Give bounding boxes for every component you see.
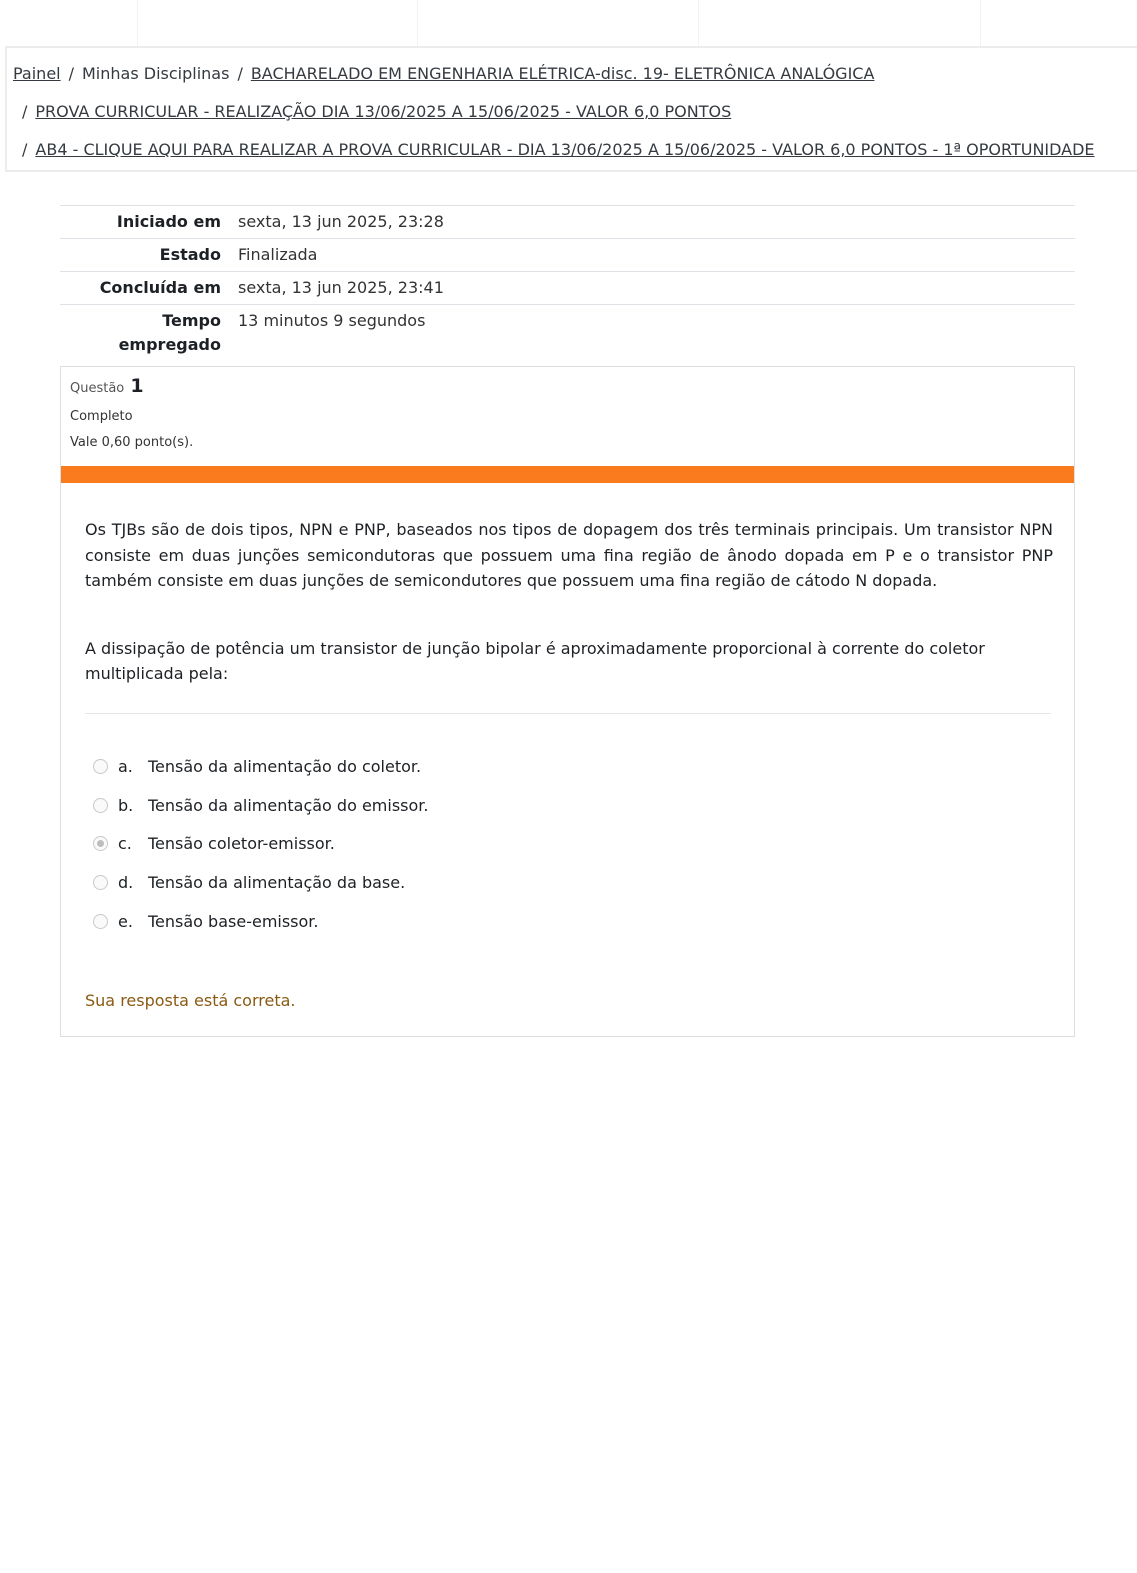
answer-text: Tensão da alimentação da base. (148, 872, 406, 892)
answer-letter: d. (118, 872, 134, 892)
summary-row-completed (60, 272, 1075, 305)
question-info (61, 367, 1074, 467)
attempt-summary-table (60, 205, 1075, 361)
question-grade: Vale 0,60 ponto(s). (70, 435, 194, 450)
breadcrumb-minhas-disciplinas: Minhas Disciplinas (82, 64, 230, 83)
question-number-value: 1 (130, 375, 144, 397)
radio-button[interactable] (93, 759, 108, 774)
breadcrumb-line-2 (22, 102, 731, 122)
answer-letter: c. (118, 834, 132, 854)
answer-letter: b. (118, 795, 134, 815)
breadcrumb-line-1 (13, 64, 874, 84)
radio-button[interactable] (93, 875, 108, 890)
summary-label-part: Tempo (162, 311, 221, 330)
strip-divider (417, 0, 418, 46)
breadcrumb-line-3 (22, 140, 1095, 160)
summary-row-state (60, 239, 1075, 272)
strip-divider (698, 0, 699, 46)
radio-button[interactable] (93, 836, 108, 851)
question-accent-bar (61, 466, 1074, 483)
feedback-text: Sua resposta está correta. (85, 991, 296, 1010)
answer-text: Tensão da alimentação do coletor. (148, 756, 422, 776)
summary-label (60, 305, 231, 362)
answer-text: Tensão base-emissor. (148, 911, 319, 931)
answer-list (93, 747, 993, 940)
question-divider (85, 713, 1051, 714)
breadcrumb-quiz-link[interactable]: AB4 - CLIQUE AQUI PARA REALIZAR A PROVA CURRICULAR - DIA 13/06/2025 A 15/06/2025 - VALOR 6,0 PONTOS - 1ª OPORTUNIDADE (35, 140, 1095, 159)
summary-label-part: empregado (118, 335, 221, 354)
answer-text: Tensão coletor-emissor. (148, 834, 335, 854)
breadcrumb-section-link[interactable]: PROVA CURRICULAR - REALIZAÇÃO DIA 13/06/2025 A 15/06/2025 - VALOR 6,0 PONTOS (35, 102, 732, 121)
summary-label: Estado (159, 245, 221, 264)
summary-label: Concluída em (99, 278, 221, 297)
answer-text: Tensão da alimentação do emissor. (148, 795, 429, 815)
summary-row-started (60, 206, 1075, 239)
strip-divider (980, 0, 981, 46)
summary-row-time (60, 305, 1075, 362)
summary-value: sexta, 13 jun 2025, 23:28 (238, 212, 444, 231)
answer-option[interactable] (93, 824, 993, 863)
breadcrumb-course-link[interactable]: BACHARELADO EM ENGENHARIA ELÉTRICA-disc. 19- ELETRÔNICA ANALÓGICA (250, 64, 875, 83)
breadcrumb-separator: / (68, 64, 74, 83)
answer-option[interactable] (93, 902, 993, 941)
answer-option[interactable] (93, 747, 993, 786)
question-paragraph: Os TJBs são de dois tipos, NPN e PNP, baseados nos tipos de dopagem dos três terminais principais. Um transistor NPN consiste em duas junções semicondutoras que possuem uma fina região de ânodo dopada em P e o transistor PNP também consiste em duas junções de semicondutores que possuem uma fina região de cátodo N dopada. (85, 520, 1053, 590)
question-text (85, 517, 1053, 687)
breadcrumb (5, 46, 1137, 172)
question-state: Completo (70, 409, 133, 424)
breadcrumb-separator: / (22, 140, 28, 159)
question-card (60, 366, 1075, 1037)
question-label: Questão (70, 381, 125, 396)
breadcrumb-separator: / (237, 64, 243, 83)
answer-letter: e. (118, 911, 133, 931)
answer-letter: a. (118, 756, 133, 776)
radio-button[interactable] (93, 798, 108, 813)
radio-button[interactable] (93, 914, 108, 929)
breadcrumb-painel-link[interactable]: Painel (13, 64, 61, 83)
summary-label: Iniciado em (116, 212, 221, 231)
answer-option[interactable] (93, 863, 993, 902)
strip-divider (137, 0, 138, 46)
summary-value: 13 minutos 9 segundos (238, 311, 426, 330)
summary-value: Finalizada (238, 245, 318, 264)
question-prompt: A dissipação de potência um transistor de junção bipolar é aproximadamente proporcional à corrente do coletor multiplicada pela: (85, 638, 985, 683)
top-strip (0, 0, 1137, 46)
question-number (70, 375, 1065, 397)
breadcrumb-separator: / (22, 102, 28, 121)
summary-value: sexta, 13 jun 2025, 23:41 (238, 278, 444, 297)
answer-option[interactable] (93, 786, 993, 825)
